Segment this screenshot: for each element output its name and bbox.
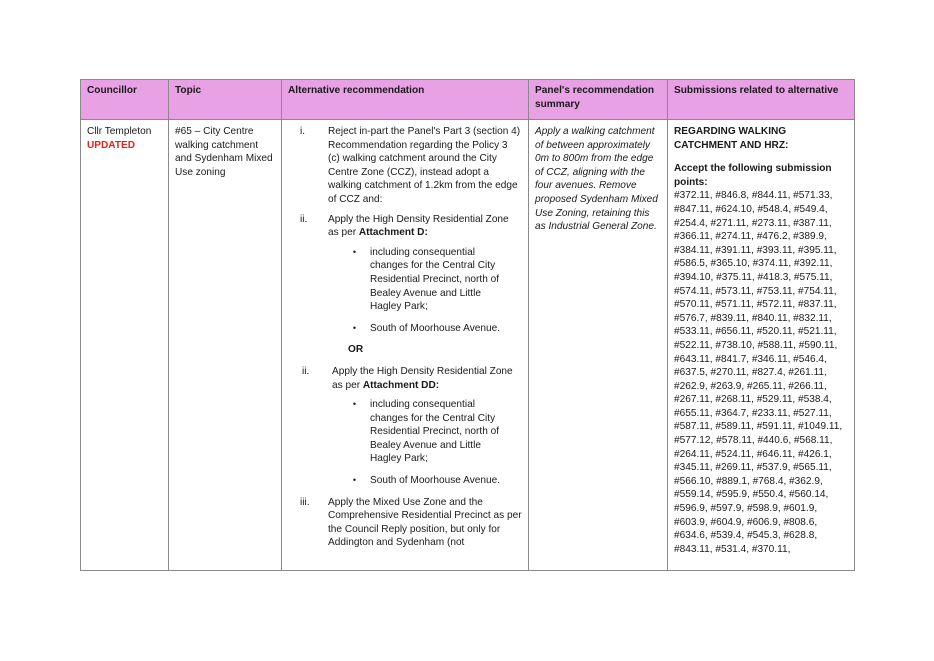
list-number: i. bbox=[300, 126, 306, 137]
header-row bbox=[81, 80, 855, 120]
submissions-accept: Accept the following submission points: bbox=[674, 163, 832, 188]
bullet-text: South of Moorhouse Avenue. bbox=[370, 475, 501, 487]
list-text bbox=[328, 213, 522, 240]
bullet-list bbox=[288, 398, 522, 488]
submissions-heading: REGARDING WALKING CATCHMENT AND HRZ: bbox=[674, 126, 789, 151]
list-number: ii. bbox=[302, 365, 310, 377]
list-text: Reject in-part the Panel's Part 3 (section 4) Recommendation regarding the Policy 3 (c) walking catchment around the City Centre Zone (CCZ), instead adopt a walking catchment of 1.2km from the edge of CCZ and: bbox=[328, 126, 521, 205]
bullet-icon: • bbox=[352, 246, 356, 257]
bullet-text: including consequential changes for the Central City Residential Precinct, north of Bealey Avenue and Little Hagley Park; bbox=[370, 399, 500, 465]
bullet-icon: • bbox=[352, 475, 356, 486]
submissions-cell bbox=[668, 120, 855, 571]
header-councillor: Councillor bbox=[81, 80, 169, 120]
bullet-item bbox=[288, 246, 522, 314]
list-number: ii. bbox=[300, 213, 308, 225]
bullet-text: including consequential changes for the Central City Residential Precinct, north of Bealey Avenue and Little Hagley Park; bbox=[370, 246, 500, 313]
list-text bbox=[332, 365, 522, 392]
or-separator: OR bbox=[348, 344, 364, 356]
bullet-list bbox=[288, 246, 522, 336]
recommendations-table bbox=[80, 79, 855, 571]
table-row bbox=[81, 120, 855, 571]
bullet-item bbox=[288, 474, 522, 488]
panel-summary-text: Apply a walking catchment of between approximately 0m to 800m from the edge of CCZ, aligning with the four avenues. Remove proposed Sydenham Mixed Use Zoning, retaining this as Industrial General Zone. bbox=[535, 126, 658, 233]
header-submissions: Submissions related to alternative bbox=[668, 80, 855, 120]
list-item bbox=[288, 125, 522, 207]
bullet-icon: • bbox=[352, 399, 356, 410]
list-text-part: Apply the High Density Residential Zone as per bbox=[328, 213, 509, 239]
header-alternative: Alternative recommendation bbox=[282, 80, 529, 120]
status-updated: UPDATED bbox=[87, 139, 136, 151]
councillor-name: Cllr Templeton bbox=[87, 126, 152, 137]
list-text-part: Apply the High Density Residential Zone as per bbox=[332, 365, 513, 391]
list-number: iii. bbox=[300, 496, 310, 508]
bullet-item bbox=[288, 322, 522, 336]
bullet-item bbox=[288, 398, 522, 466]
attachment-ref: Attachment D: bbox=[358, 227, 428, 239]
list-text: Apply the Mixed Use Zone and the Comprehensive Residential Precinct as per the Council Reply position, but only for Addington and Sydenham (not bbox=[328, 496, 522, 549]
topic-text: #65 – City Centre walking catchment and Sydenham Mixed Use zoning bbox=[175, 126, 273, 178]
topic-cell bbox=[169, 120, 282, 571]
bullet-icon: • bbox=[352, 322, 356, 333]
alternative-cell bbox=[282, 120, 529, 571]
panel-summary-cell bbox=[529, 120, 668, 571]
bullet-text: South of Moorhouse Avenue. bbox=[370, 322, 501, 334]
councillor-cell bbox=[81, 120, 169, 571]
header-panel-summary: Panel's recommendation summary bbox=[529, 80, 668, 120]
list-item bbox=[288, 365, 522, 392]
list-item bbox=[288, 496, 522, 550]
attachment-ref: Attachment DD: bbox=[362, 379, 440, 391]
header-topic: Topic bbox=[169, 80, 282, 120]
list-item bbox=[288, 213, 522, 240]
submission-points: #372.11, #846.8, #844.11, #571.33, #847.11, #624.10, #548.4, #549.4, #254.4, #271.11, #273.11, #387.11, #366.11, #274.11, #476.2, #389.9, #384.11, #391.11, #393.11, #395.11, #586.5, #365.10, #374.11, #392.11, #394.10, #375.11, #418.3, #575.11, #574.11, #573.11, #753.11, #754.11, #570.11, #571.11, #572.11, #837.11, #576.7, #839.11, #840.11, #832.11, #533.11, #656.11, #520.11, #521.11, #522.11, #738.10, #588.11, #590.11, #643.11, #841.7, #346.11, #546.4, #637.5, #270.11, #827.4, #261.11, #262.9, #263.9, #265.11, #266.11, #267.11, #268.11, #529.11, #538.4, #655.11, #364.7, #233.11, #527.11, #587.11, #589.11, #591.11, #1049.11, #577.12, #578.11, #440.6, #568.11, #264.11, #524.11, #646.11, #426.1, #345.11, #269.11, #537.9, #565.11, #566.10, #889.1, #768.4, #362.9, #559.14, #595.9, #550.4, #560.14, #596.9, #597.9, #598.9, #601.9, #603.9, #604.9, #606.9, #808.6, #634.6, #539.4, #545.3, #628.8, #843.11, #531.4, #370.11, bbox=[674, 190, 843, 555]
